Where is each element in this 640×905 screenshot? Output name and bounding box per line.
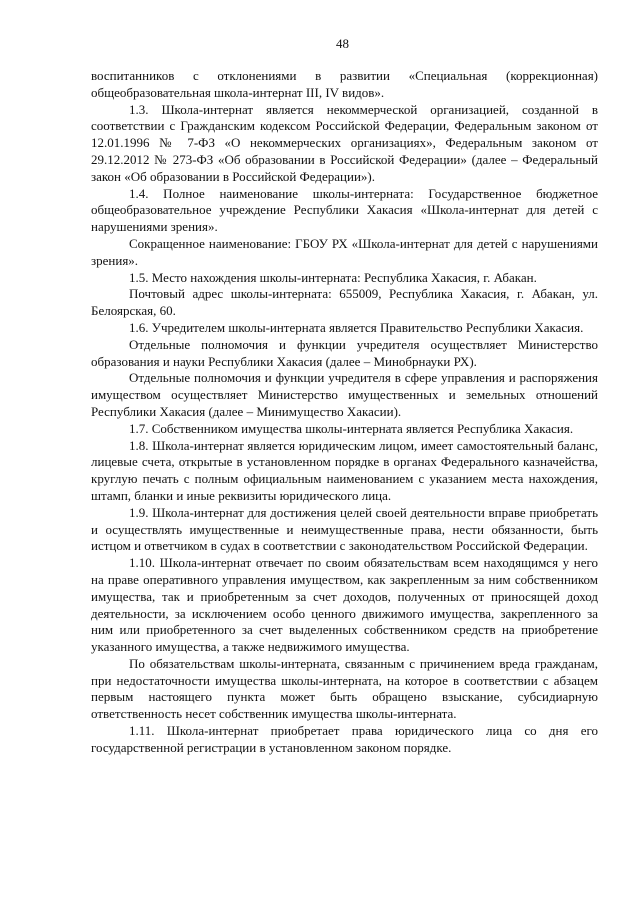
paragraph-liability: По обязательствам школы-интерната, связанным с причинением вреда гражданам, при недостаточности имущества школы-интерната, на которое в соответствии с абзацем первым настоящего пункта может быть обращено взыскание, субсидиарную ответственность несет собственник имущества школы-интерната. [91,655,598,722]
paragraph-property-powers: Отдельные полномочия и функции учредителя в сфере управления и распоряжения имуществом осуществляет Министерство имущественных и земельных отношений Республики Хакасия (далее – Минимущество Хакасии). [91,370,598,419]
paragraph-continuation: воспитанников с отклонениями в развитии «Специальная (коррекционная) общеобразовательная школа-интернат III, IV видов». [91,68,598,100]
paragraph-1-3: 1.3. Школа-интернат является некоммерческой организацией, созданной в соответствии с Гражданским кодексом Российской Федерации, Федеральным законом от 12.01.1996 № 7-ФЗ «О некоммерческих организациях», Федеральным законом от 29.12.2012 № 273-ФЗ «Об образовании в Российской Федерации» (далее – Федеральный закон «Об образовании в Российской Федерации»). [91,101,598,184]
paragraph-1-5: 1.5. Место нахождения школы-интерната: Республика Хакасия, г. Абакан. [129,269,537,285]
paragraph-founder-powers: Отдельные полномочия и функции учредителя осуществляет Министерство образования и науки Республики Хакасия (далее – Минобрнауки РХ). [91,336,598,369]
paragraph-1-11: 1.11. Школа-интернат приобретает права юридического лица со дня его государственной регистрации в установленном законом порядке. [91,723,598,755]
page-number: 48 [336,36,349,51]
paragraph-1-10: 1.10. Школа-интернат отвечает по своим обязательствам всем находящимся у него на праве оперативного управления имуществом, как закрепленным за ним собственником имущества, так и приобретенным за счет доходов, полученных от приносящей доход деятельности, за исключением особо ценного движимого имущества, закрепленного за ним или приобретенного за счет выделенных собственником средств на приобретение указанного имущества, а также недвижимого имущества. [91,555,598,655]
paragraph-1-7: 1.7. Собственником имущества школы-интерната является Республика Хакасия. [129,420,574,436]
paragraph-1-6: 1.6. Учредителем школы-интерната является Правительство Республики Хакасия. [129,319,584,335]
paragraph-short-name: Сокращенное наименование: ГБОУ РХ «Школа-интернат для детей с нарушениями зрения». [91,235,598,268]
paragraph-postal-address: Почтовый адрес школы-интерната: 655009, Республика Хакасия, г. Абакан, ул. Белоярская, 60. [91,286,598,319]
paragraph-1-8: 1.8. Школа-интернат является юридическим лицом, имеет самостоятельный баланс, лицевые счета, открытые в установленном порядке в органах Федерального казначейства, круглую печать с полным официальным наименованием с указанием места нахождения, штамп, бланки и иные реквизиты юридического лица. [91,437,598,503]
paragraph-1-9: 1.9. Школа-интернат для достижения целей своей деятельности вправе приобретать и осуществлять имущественные и неимущественные права, нести обязанности, быть истцом и ответчиком в судах в соответствии с законодательством Российской Федерации. [91,504,598,554]
paragraph-1-4: 1.4. Полное наименование школы-интерната: Государственное бюджетное общеобразовательное учреждение Республики Хакасия «Школа-интернат для детей с нарушениями зрения». [91,185,598,235]
